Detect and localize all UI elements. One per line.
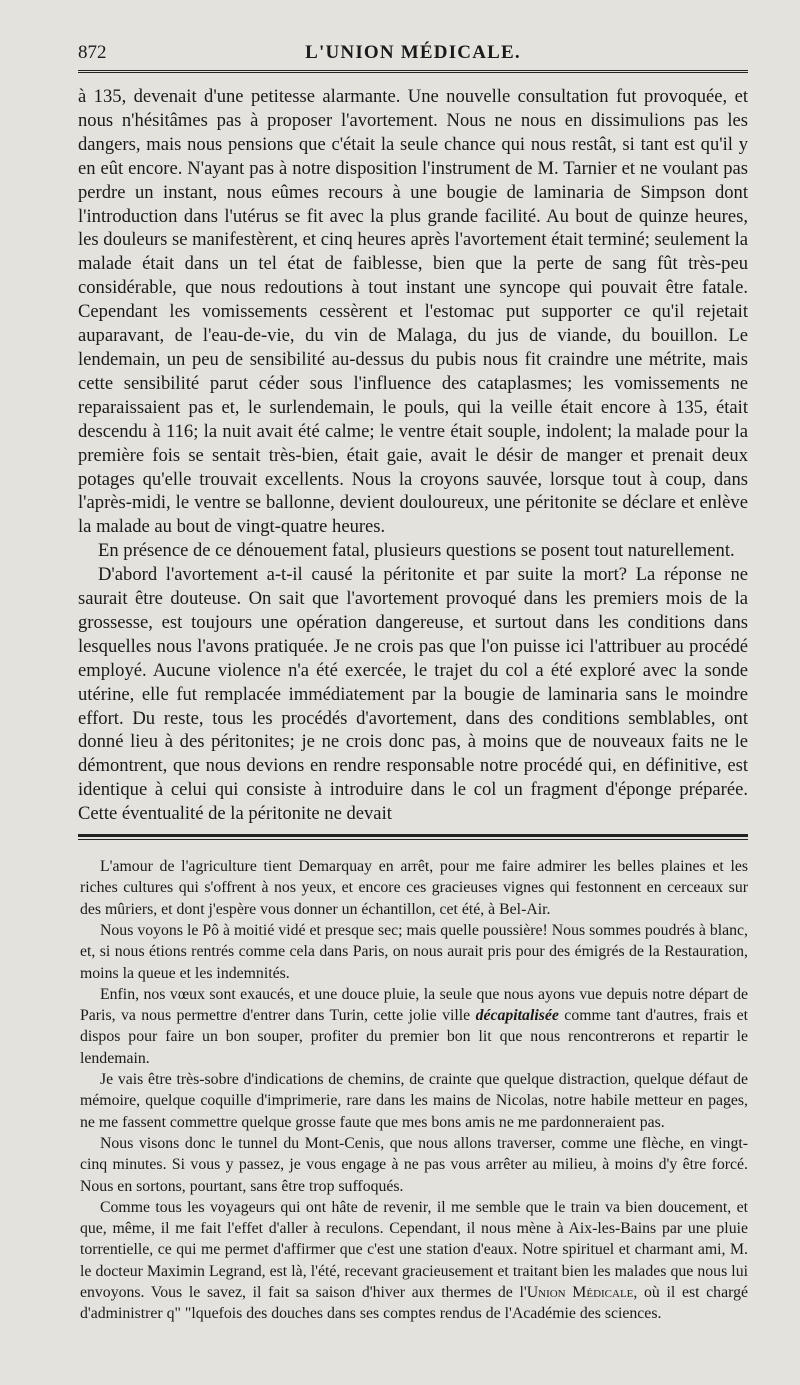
feuilleton-paragraph: Je vais être très-sobre d'indications de chemins, de crainte que quelque distraction, quelque défaut de mémoire, quelque coquille d'imprimerie, rare dans les mains de Nicolas, notre habile metteur en pages, ne me fassent commettre quelque grosse faute que mes bons amis ne me pardonneraient pas. bbox=[80, 1071, 748, 1131]
journal-name: Union Médicale bbox=[526, 1284, 634, 1302]
main-paragraph: En présence de ce dénouement fatal, plusieurs questions se posent tout naturellement. bbox=[98, 540, 735, 562]
main-paragraph: à 135, devenait d'une petitesse alarmante. Une nouvelle consultation fut provoquée, et nous n'hésitâmes pas à proposer l'avortement. Nous ne nous en dissimulions pas les dangers, mais nous pensions que c'était la seule chance qui nous restât, si tant est qu'il y en eût encore. N'ayant pas à notre disposition l'instrument de M. Tarnier et ne voulant pas perdre un instant, nous eûmes recours à une bougie de laminaria de Simpson dont l'introduction dans l'utérus se fit avec la plus grande facilité. Au bout de quinze heures, les douleurs se manifestèrent, et cinq heures après l'avortement était terminé; seulement la malade était dans un tel état de faiblesse, bien que la perte de sang fût très-peu considérable, que nous redoutions à tout instant une syncope qui pouvait être fatale. Cependant les vomissements cessèrent et l'estomac put supporter ce qu'il rejetait auparavant, de l'eau-de-vie, du vin de Malaga, du jus de viande, du bouillon. Le lendemain, un peu de sensibilité au-dessus du pubis nous fit craindre une métrite, mais cette sensibilité parut céder sous l'influence des cataplasmes; les vomissements ne reparaissaient pas et, le surlendemain, le pouls, qui la veille était encore à 135, était descendu à 116; la nuit avait été calme; le ventre était souple, indolent; la malade pour la première fois se sentait très-bien, était gaie, avait le désir de manger et prenait deux potages qu'elle trouvait excellents. Nous la croyons sauvée, lorsque tout à coup, dans l'après-midi, le ventre se ballonne, devient douloureux, une péritonite se déclare et enlève la malade au bout de vingt-quatre heures. bbox=[78, 86, 748, 538]
page-number: 872 bbox=[78, 42, 107, 63]
feuilleton-text bbox=[80, 856, 748, 1325]
text-run: comme tant d'autres, frais et dispos pour faire un bon souper, profiter du premier bon lit que nous rencontrerons et repartir le lendemain. bbox=[80, 1007, 748, 1067]
feuilleton-separator bbox=[78, 834, 748, 840]
running-title: L'UNION MÉDICALE. bbox=[305, 42, 521, 63]
feuilleton-paragraph: L'amour de l'agriculture tient Demarquay en arrêt, pour me faire admirer les belles plaines et les riches cultures qui s'offrent à nos yeux, et encore ces gracieuses vignes qui festonnent en cerceaux sur des mûriers, et dont j'espère vous donner un échantillon, cet été, à Bel-Air. bbox=[80, 858, 748, 918]
feuilleton-paragraph: Nous visons donc le tunnel du Mont-Cenis, que nous allons traverser, comme une flèche, en vingt-cinq minutes. Si vous y passez, je vous engage à ne pas vous arrêter au milieu, à moins d'y être forcé. Nous en sortons, pourtant, sans être trop suffoqués. bbox=[80, 1134, 748, 1195]
text-run: , où il est chargé d'administrer q" "lquefois des douches dans ses comptes rendus de l'Académie des sciences. bbox=[80, 1284, 748, 1323]
main-paragraph: D'abord l'avortement a-t-il causé la péritonite et par suite la mort? La réponse ne saurait être douteuse. On sait que l'avortement provoqué dans les premiers mois de la grossesse, est toujours une opération dangereuse, et surtout dans les conditions dans lesquelles nous l'avons pratiquée. Je ne crois pas que l'on puisse ici l'attribuer au procédé employé. Aucune violence n'a été exercée, le trajet du col a été exploré avec la sonde utérine, elle fut remplacée immédiatement par la bougie de laminaria sans le moindre effort. Du reste, tous les procédés d'avortement, dans des conditions semblables, ont donné lieu à des péritonites; je ne crois donc pas, à moins que de nouveaux faits ne le démontrent, que nous devions en rendre responsable notre procédé qui, en définitive, est identique à celui qui consiste à introduire dans le col un fragment d'éponge préparée. Cette éventualité de la péritonite ne devait bbox=[78, 564, 748, 825]
text-run: Enfin, nos vœux sont exaucés, et une douce pluie, la seule que nous ayons vue depuis notre départ de Paris, va nous permettre d'entrer dans Turin, cette jolie ville bbox=[80, 985, 748, 1025]
feuilleton-paragraph bbox=[80, 984, 748, 1069]
feuilleton-paragraph bbox=[80, 1197, 748, 1325]
text-run: Comme tous les voyageurs qui ont hâte de revenir, il me semble que le train va bien doucement, et que, même, il me fait l'effet d'aller à reculons. Cependant, il nous mène à Aix-les-Bains par une pluie torrentielle, ce qui me permet d'affirmer que c'est une station d'eaux. Notre spirituel et charmant ami, M. le docteur Maximin Legrand, est là, l'été, recevant gracieusement et traitant bien les malades que nous lui envoyons. Vous le savez, il fait sa saison d'hiver aux thermes de l' bbox=[80, 1198, 748, 1302]
main-text bbox=[78, 85, 748, 826]
feuilleton-paragraph: Nous voyons le Pô à moitié vidé et presque sec; mais quelle poussière! Nous sommes poudrés à blanc, et, si nous étions rentrés comme cela dans Paris, on nous aurait pris pour des émigrés de la Restauration, moins la queue et les indemnités. bbox=[80, 921, 748, 982]
emphasis-text: décapitalisée bbox=[475, 1007, 559, 1025]
page-header bbox=[78, 36, 748, 73]
